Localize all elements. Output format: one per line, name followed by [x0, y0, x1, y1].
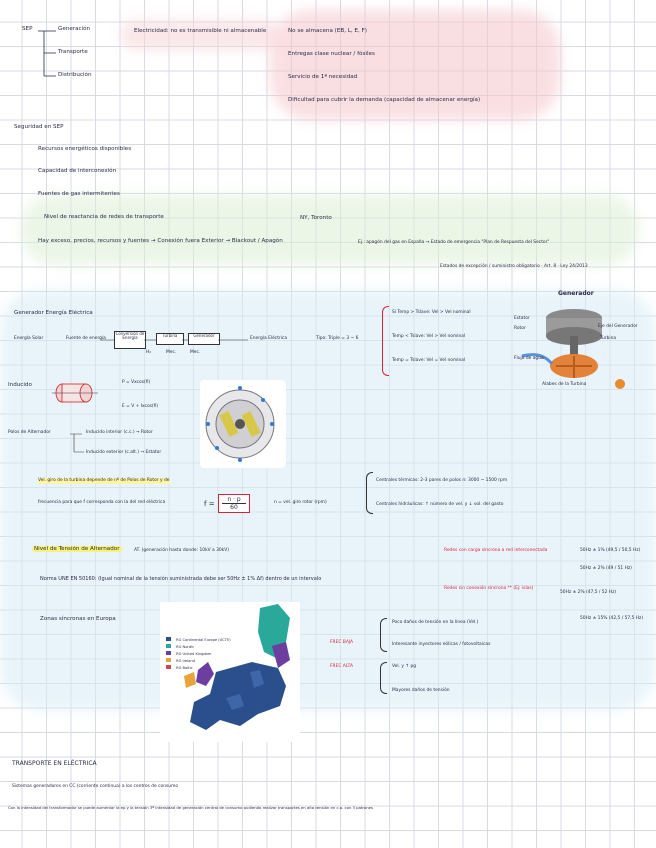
gen-label-alabes: Alabes de la Turbina — [542, 382, 587, 387]
legend-text-3: RG United Kingdom — [176, 652, 212, 656]
chain-conversion-box: Conversión de Energía — [114, 331, 146, 349]
generator-diagram — [512, 290, 638, 390]
baja-item-1: Poco daños de tensión en la línea (Vel.) — [392, 620, 479, 625]
formula-lhs: f = — [204, 500, 215, 508]
sep-bullet-1: No se almacena (EB, L, E, F) — [288, 28, 367, 34]
centrales-bracket — [366, 472, 373, 514]
europe-map-shapes — [160, 602, 300, 742]
sep-tree-lines — [38, 28, 60, 80]
formula-tail: n = vel. giro rotor (rpm) — [274, 500, 327, 505]
inducido-label: Inducido — [8, 382, 32, 388]
temp-line-3: Temp = Tslave: Vel = Vel nominal — [392, 358, 466, 363]
gen-label-estator: Estator — [514, 316, 530, 321]
gen-label-eje: Eje del Generador — [598, 324, 638, 329]
formula-numerator: n · p — [222, 496, 246, 504]
alternador-item-1: Inducido interior (c.c.) → Rotor — [86, 430, 153, 435]
generador-tipos: Tipo: Triple = 3 ~ 6 — [316, 336, 359, 341]
norma-red-2: Redes sin conexión síncrona ** (Ej: islas) — [444, 586, 534, 591]
norma-value-4: 50Hz ± 15% (42,5 / 57,5 Hz) — [580, 616, 644, 621]
frec-baja-bracket — [380, 618, 387, 652]
chain-fuente: Fuente de energía — [66, 336, 106, 341]
chain-arrows — [100, 338, 250, 344]
frec-alta-label: FREC ALTA — [330, 664, 353, 669]
norma-value-2: 50Hz ± 2% (49 / 51 Hz) — [580, 566, 632, 571]
formula-denominator: 60 — [230, 504, 238, 511]
chain-generador-box: Generador — [188, 333, 220, 345]
seguridad-apagon-note: Estados de excepción / suministro obligatorio · Art. 8 · Ley 24/2013 — [440, 264, 588, 269]
seguridad-title: Seguridad en SEP — [14, 124, 64, 130]
transporte-line-1: Sistemas generadores en CC (corriente continua) a los centros de consumo — [12, 784, 179, 789]
norma-text: Norma UNE EN 50160: (Igual nominal de la tensión suministrada debe ser 50Hz ± 1% Δf) dentro de un intervalo — [40, 576, 322, 582]
sep-root: SEP — [22, 26, 33, 32]
transporte-line-2: Con la intensidad del transformador se puede aumentar la ep y la tensión 3ª intensidad de generación central de consumo pudiendo realizar transportes en alta tensión en c.a. con 3 patrones — [8, 805, 373, 810]
sep-bullet-4: Dificultad para cubrir la demanda (capacidad de almacenar energía) — [288, 97, 481, 103]
legend-text-2: RG Nordic — [176, 645, 195, 649]
tension-label: Nivel de Tensión de Alternador — [34, 546, 120, 552]
frec-baja-label: FREC BAJA — [330, 640, 354, 645]
norma-value-3: 50Hz ± 2% (47,5 / 52 Hz) — [560, 590, 617, 595]
chain-turbina-box: Turbina — [156, 333, 184, 345]
alternator-drawing — [200, 380, 286, 468]
centrales-1: Centrales térmicas: 2-3 pares de polos n: 3000 ~ 1500 rpm — [376, 478, 508, 483]
seguridad-item-1: Recursos energéticos disponibles — [38, 146, 132, 152]
inducido-drawing — [50, 375, 100, 405]
alternador-item-2: Inducido exterior (c.alt.) → Estator — [86, 450, 162, 455]
legend-text-4: RG Ireland — [176, 659, 195, 663]
sep-note: Electricidad: no es transmisible ni almacenable — [134, 28, 267, 34]
speed-note-1: Vel. giro de la turbina depende de nº de Polos de Rotor y de — [38, 478, 170, 483]
sep-branch-2: Transporte — [58, 49, 88, 55]
pink-wash-2 — [120, 20, 280, 50]
alta-item-2: Mayores daños de tensión — [392, 688, 450, 693]
generador-title: Generador Energía Eléctrica — [14, 310, 93, 316]
seguridad-item-4: Nivel de reactancia de redes de transporte — [44, 214, 164, 220]
green-wash — [20, 195, 640, 265]
formula-box — [218, 494, 250, 513]
zonas-label: Zonas síncronas en Europa — [40, 616, 116, 622]
seguridad-chain: Hay exceso, precios, recursos y fuentes → Conexión fuera Exterior → Blackout / Apagón — [38, 238, 283, 244]
speed-note-2: frecuencia para que f corresponda con la del red eléctrica — [38, 500, 166, 505]
sep-bullet-2: Entregas clase nuclear / fósiles — [288, 51, 375, 57]
transporte-title: TRANSPORTE EN ELÉCTRICA — [12, 760, 97, 767]
seguridad-item-2: Capacidad de interconexión — [38, 168, 117, 174]
gen-label-rotor: Rotor — [514, 326, 526, 331]
temp-line-2: Temp < Tslave: Vel > Vel nominal — [392, 334, 466, 339]
alternador-label: Polos de Alternador — [8, 430, 51, 435]
temp-line-1: Si Temp > Tslave: Vel > Vel nominal — [392, 310, 471, 315]
alta-item-1: Vel. y ↑ pg — [392, 664, 417, 669]
generator-illustration — [512, 296, 632, 390]
seguridad-apagon: Ej.: apagón del gas en España → Estado de emergencia "Plan de Respuesta del Sector" — [358, 240, 550, 245]
europe-map — [160, 602, 300, 742]
baja-item-2: Interesante inyectores eólicas / fotovoltaicas — [392, 642, 491, 647]
gen-label-turbina: Turbina — [600, 336, 617, 341]
frec-alta-bracket — [380, 662, 387, 694]
centrales-2: Centrales hidráulicas: ↑ número de vel. y ↓ vol. del gasto — [376, 502, 504, 507]
legend-text-1: RG Continental Europe (UCTE) — [176, 638, 231, 642]
inducido-value-1: P = Vxcos(fi) — [122, 380, 151, 385]
alternator-illustration — [200, 380, 286, 468]
seguridad-ny-label: NY, Toronto — [300, 215, 332, 221]
norma-value-1: 50Hz ± 1% (49,5 / 50,5 Hz) — [580, 548, 641, 553]
chain-electrica: Energía Eléctrica — [250, 336, 288, 341]
tension-text: AT. (generación hasta donde: 10kV a 30kV) — [134, 548, 229, 553]
chain-small-3: Mec. — [190, 350, 201, 355]
seguridad-item-3: Fuentes de gas intermitentes — [38, 191, 120, 197]
temp-bracket — [382, 306, 389, 376]
inducido-value-2: E = V + Ixcos(fi) — [122, 404, 159, 409]
norma-red-1: Redes con carga síncrona a red interconectada — [444, 548, 548, 553]
generator-diagram-title: Generador — [558, 290, 594, 297]
sep-branch-3: Distribución — [58, 72, 92, 78]
gen-label-flujo: Flujo de agua — [514, 356, 544, 361]
legend-text-5: RG Baltic — [176, 666, 193, 670]
chain-small-1: H₂ — [146, 350, 152, 355]
chain-solar: Energía Solar — [14, 336, 44, 341]
sep-bullet-3: Servicio de 1ª necesidad — [288, 74, 358, 80]
sep-branch-1: Generación — [58, 26, 91, 32]
chain-small-2: Mec. — [166, 350, 177, 355]
